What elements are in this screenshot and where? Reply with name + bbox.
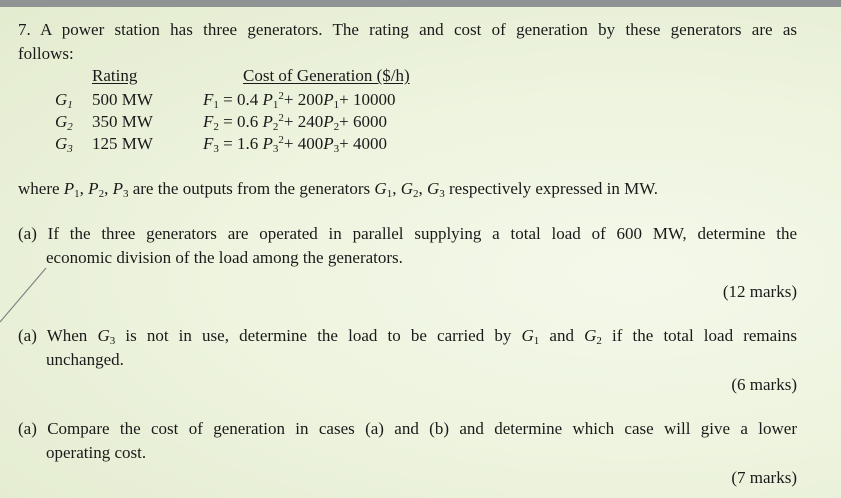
part-c-line-2: operating cost.: [46, 443, 147, 462]
cost-equation-3: $F_3 = 1.6$ $P_3^2+ 400P_3+ 4000$: [203, 134, 387, 155]
question-line-1: 7. A power station has three generators. The rating and cost of generation by these generators are as: [18, 20, 797, 39]
part-b-line-2: unchanged.: [46, 350, 124, 369]
part-a-line-2: economic division of the load among the generators.: [46, 248, 403, 267]
part-a-marks: (12 marks): [722, 282, 797, 301]
cost-header: Cost of Generation ($/h): [243, 66, 410, 85]
rating-value-1: 500 MW: [92, 90, 153, 109]
rating-header: Rating: [92, 66, 138, 85]
cost-equation-1: $F_1 = 0.4$ $P_1^2+ 200P_1+ 10000$: [203, 90, 396, 111]
question-line-2: follows:: [18, 44, 74, 63]
rating-value-3: 125 MW: [92, 134, 153, 153]
part-a-line-1: (a) If the three generators are operated in parallel supplying a total load of 600 MW, determine the: [18, 224, 797, 243]
gen-label-2: $G_2$: [55, 112, 73, 133]
gen-label-1: $G_1$: [55, 90, 73, 111]
part-c-marks: (7 marks): [731, 468, 797, 487]
rating-value-2: 350 MW: [92, 112, 153, 131]
cost-equation-2: $F_2 = 0.6$ $P_2^2+ 240P_2+ 6000$: [203, 112, 387, 133]
part-c-line-1: (a) Compare the cost of generation in cases (a) and (b) and determine which case will give a lower: [18, 419, 797, 438]
part-b-line-1: (a) When $G_3$ is not in use, determine the load to be carried by $G_1$ and $G_2$ if the total load remains: [18, 326, 798, 347]
top-bar: [0, 0, 841, 7]
where-statement: where $P_1$, $P_2$, $P_3$ are the outputs from the generators $G_1$, $G_2$, $G_3$ respectively expressed in MW.: [18, 179, 658, 200]
part-b-marks: (6 marks): [731, 375, 797, 394]
gen-label-3: $G_3$: [55, 134, 73, 155]
